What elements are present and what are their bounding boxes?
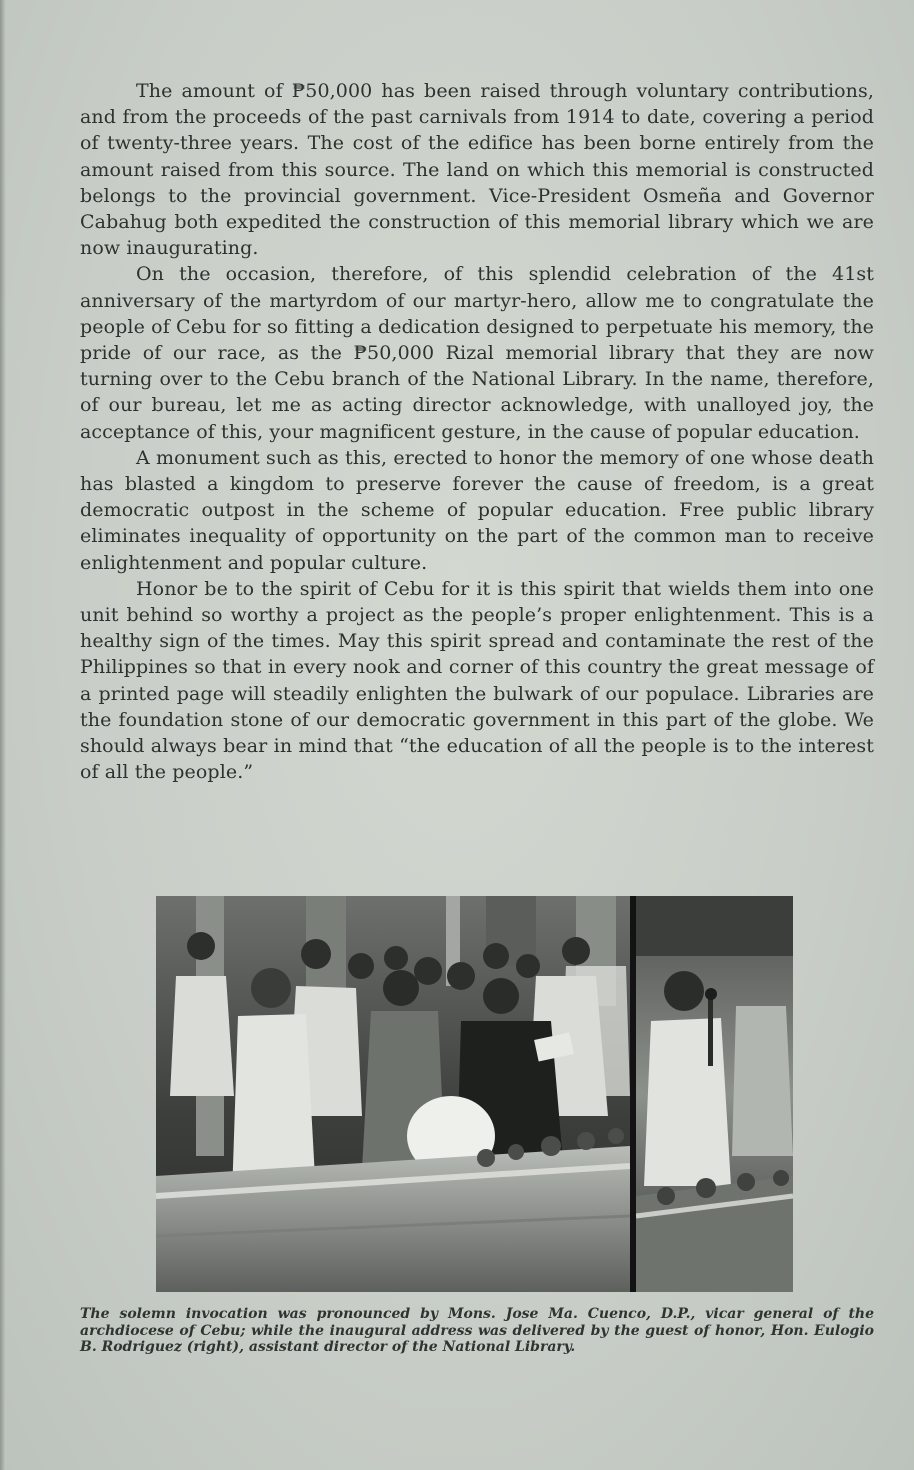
body-text bbox=[80, 78, 874, 785]
paragraph-2: On the occasion, therefore, of this splendid celebration of the 41st anniversary of the martyrdom of our martyr-hero, allow me to congratulate the people of Cebu for so fitting a dedication designed to perpetuate his memory, the pride of our race, as the ₱50,000 Rizal memorial library that they are now turning over to the Cebu branch of the National Library. In the name, therefore, of our bureau, let me as acting director acknowledge, with unalloyed joy, the acceptance of this, your magnificent gesture, in the cause of popular education. bbox=[80, 263, 874, 443]
photo-invocation-scene bbox=[156, 896, 630, 1292]
photo-speaker-scene bbox=[636, 896, 793, 1292]
paragraph-4: Honor be to the spirit of Cebu for it is this spirit that wields them into one unit behind so worthy a project as the people’s proper enlightenment. This is a healthy sign of the times. May this spirit spread and contaminate the rest of the Philippines so that in every nook and corner of this country the great message of a printed page will steadily enlighten the bulwark of our populace. Libraries are the foundation stone of our democratic government in this part of the globe. We should always bear in mind that “the education of all the people is to the interest of all the people.” bbox=[80, 577, 874, 784]
paragraph-3: A monument such as this, erected to honor the memory of one whose death has blasted a kingdom to preserve forever the cause of freedom, is a great democratic outpost in the scheme of popular education. Free public library eliminates inequality of opportunity on the part of the common man to receive enlightenment and popular culture. bbox=[80, 446, 874, 574]
photo-caption: The solemn invocation was pronounced by Mons. Jose Ma. Cuenco, D.P., vicar general of the archdiocese of Cebu; while the inaugural address was delivered by the guest of honor, Hon. Eulogio B. Rodriguez (right), assistant director of the National Library. bbox=[80, 1306, 874, 1355]
book-spine-shadow bbox=[0, 0, 6, 1470]
ceremony-photograph bbox=[156, 896, 793, 1292]
paragraph-1: The amount of ₱50,000 has been raised through voluntary contributions, and from the proceeds of the past carnivals from 1914 to date, covering a period of twenty-three years. The cost of the edifice has been borne entirely from the amount raised from this source. The land on which this memorial is constructed belongs to the provincial government. Vice-President Osmeña and Governor Cabahug both expedited the construction of this memorial library which we are now inaugurating. bbox=[80, 80, 874, 260]
